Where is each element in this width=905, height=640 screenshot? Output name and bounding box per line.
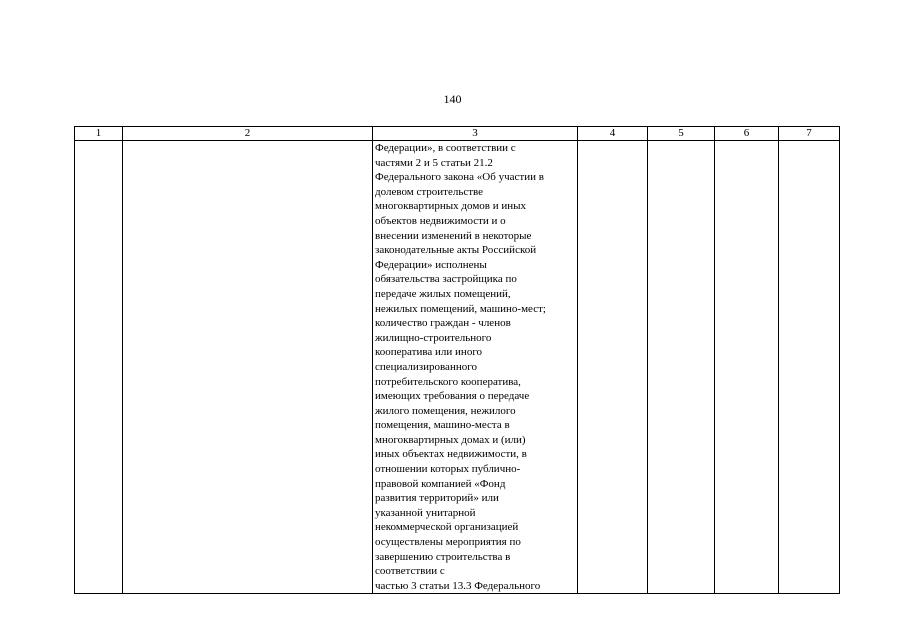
text-line: правовой компанией «Фонд — [375, 477, 506, 490]
text-line: некоммерческой организацией — [375, 521, 519, 534]
column-header-1: 1 — [75, 127, 123, 141]
text-line: иных объектах недвижимости, в — [375, 448, 527, 461]
text-line: помещения, машино-места в — [375, 419, 510, 432]
text-line: законодательные акты Российской — [375, 244, 537, 257]
cell-col-3-text — [373, 141, 577, 593]
text-line: отношении которых публично- — [375, 463, 521, 476]
cell-col-6 — [715, 141, 779, 594]
text-line: обязательства застройщика по — [375, 273, 517, 286]
column-header-4: 4 — [578, 127, 648, 141]
column-header-7: 7 — [779, 127, 840, 141]
text-line: нежилых помещений, машино-мест; — [375, 302, 546, 315]
text-line: объектов недвижимости и о — [375, 214, 506, 227]
cell-col-3 — [373, 141, 578, 594]
text-line: долевом строительстве — [375, 185, 484, 198]
text-line: соответствии с — [375, 565, 445, 578]
text-line: передаче жилых помещений, — [375, 287, 511, 300]
text-line: Федерации», в соответствии с — [375, 142, 516, 154]
text-line: имеющих требования о передаче — [375, 390, 530, 403]
header-row — [75, 127, 840, 141]
cell-col-7 — [779, 141, 840, 594]
page-number: 140 — [443, 92, 462, 106]
column-header-6: 6 — [715, 127, 779, 141]
column-header-5: 5 — [648, 127, 715, 141]
text-line: осуществлены мероприятия по — [375, 536, 521, 549]
text-line: развития территорий» или — [375, 492, 499, 505]
text-line: многоквартирных домах и (или) — [375, 433, 526, 446]
text-line: многоквартирных домов и иных — [375, 200, 527, 213]
text-line: кооператива или иного — [375, 346, 483, 359]
cell-col-2 — [123, 141, 373, 594]
text-line: завершению строительства в — [375, 550, 511, 563]
text-line: внесении изменений в некоторые — [375, 229, 532, 242]
column-header-3: 3 — [373, 127, 578, 141]
column-header-2: 2 — [123, 127, 373, 141]
text-line: Федерального закона «Об участии в — [375, 171, 544, 184]
text-line: жилого помещения, нежилого — [375, 404, 516, 417]
text-line: потребительского кооператива, — [375, 375, 521, 388]
text-line: указанной унитарной — [375, 506, 476, 519]
text-line: частями 2 и 5 статьи 21.2 — [375, 156, 493, 169]
text-line: количество граждан - членов — [375, 317, 511, 330]
cell-col-5 — [648, 141, 715, 594]
text-line: специализированного — [375, 360, 477, 373]
text-line: жилищно-строительного — [375, 331, 492, 344]
text-line: частью 3 статьи 13.3 Федерального — [375, 579, 541, 592]
table-row — [75, 141, 840, 594]
document-table — [74, 126, 840, 594]
text-line: Федерации» исполнены — [375, 258, 487, 271]
cell-col-4 — [578, 141, 648, 594]
cell-col-1 — [75, 141, 123, 594]
